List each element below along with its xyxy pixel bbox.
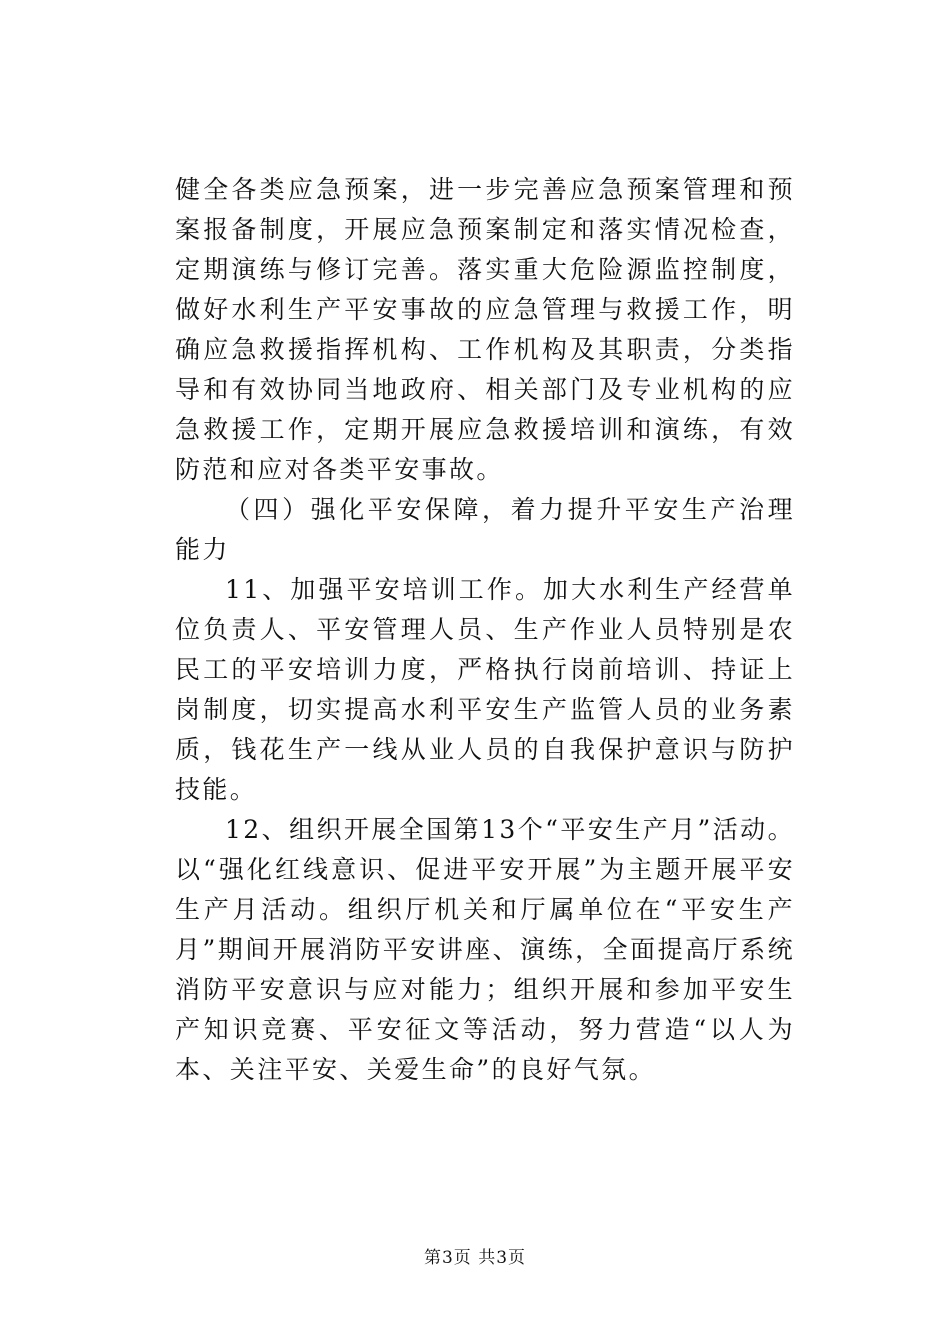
page-number: 第3页 共3页	[423, 1248, 527, 1268]
paragraph-item-12: 12、组织开展全国第13个“平安生产月”活动。以“强化红线意识、促进平安开展”为主题开展平安生产月活动。组织厅机关和厅属单位在“平安生产月”期间开展消防平安讲座、演练，全面提高厅系统消防平安意识与应对能力；组织开展和参加平安生产知识竞赛、平安征文等活动，努力营造“以人为本、关注平安、关爱生命”的良好气氛。	[175, 815, 795, 1084]
section-heading-four: （四）强化平安保障，着力提升平安生产治理能力	[175, 495, 795, 564]
paragraph-item-11: 11、加强平安培训工作。加大水利生产经营单位负责人、平安管理人员、生产作业人员特别是农民工的平安培训力度，严格执行岗前培训、持证上岗制度，切实提高水利平安生产监管人员的业务素质，钱花生产一线从业人员的自我保护意识与防护技能。	[175, 575, 795, 804]
page-footer	[0, 1243, 950, 1268]
paragraph-emergency-plans: 健全各类应急预案，进一步完善应急预案管理和预案报备制度，开展应急预案制定和落实情况检查，定期演练与修订完善。落实重大危险源监控制度，做好水利生产平安事故的应急管理与救援工作，明确应急救援指挥机构、工作机构及其职责，分类指导和有效协同当地政府、相关部门及专业机构的应急救援工作，定期开展应急救援培训和演练，有效防范和应对各类平安事故。	[175, 175, 795, 484]
document-body	[175, 170, 795, 1090]
